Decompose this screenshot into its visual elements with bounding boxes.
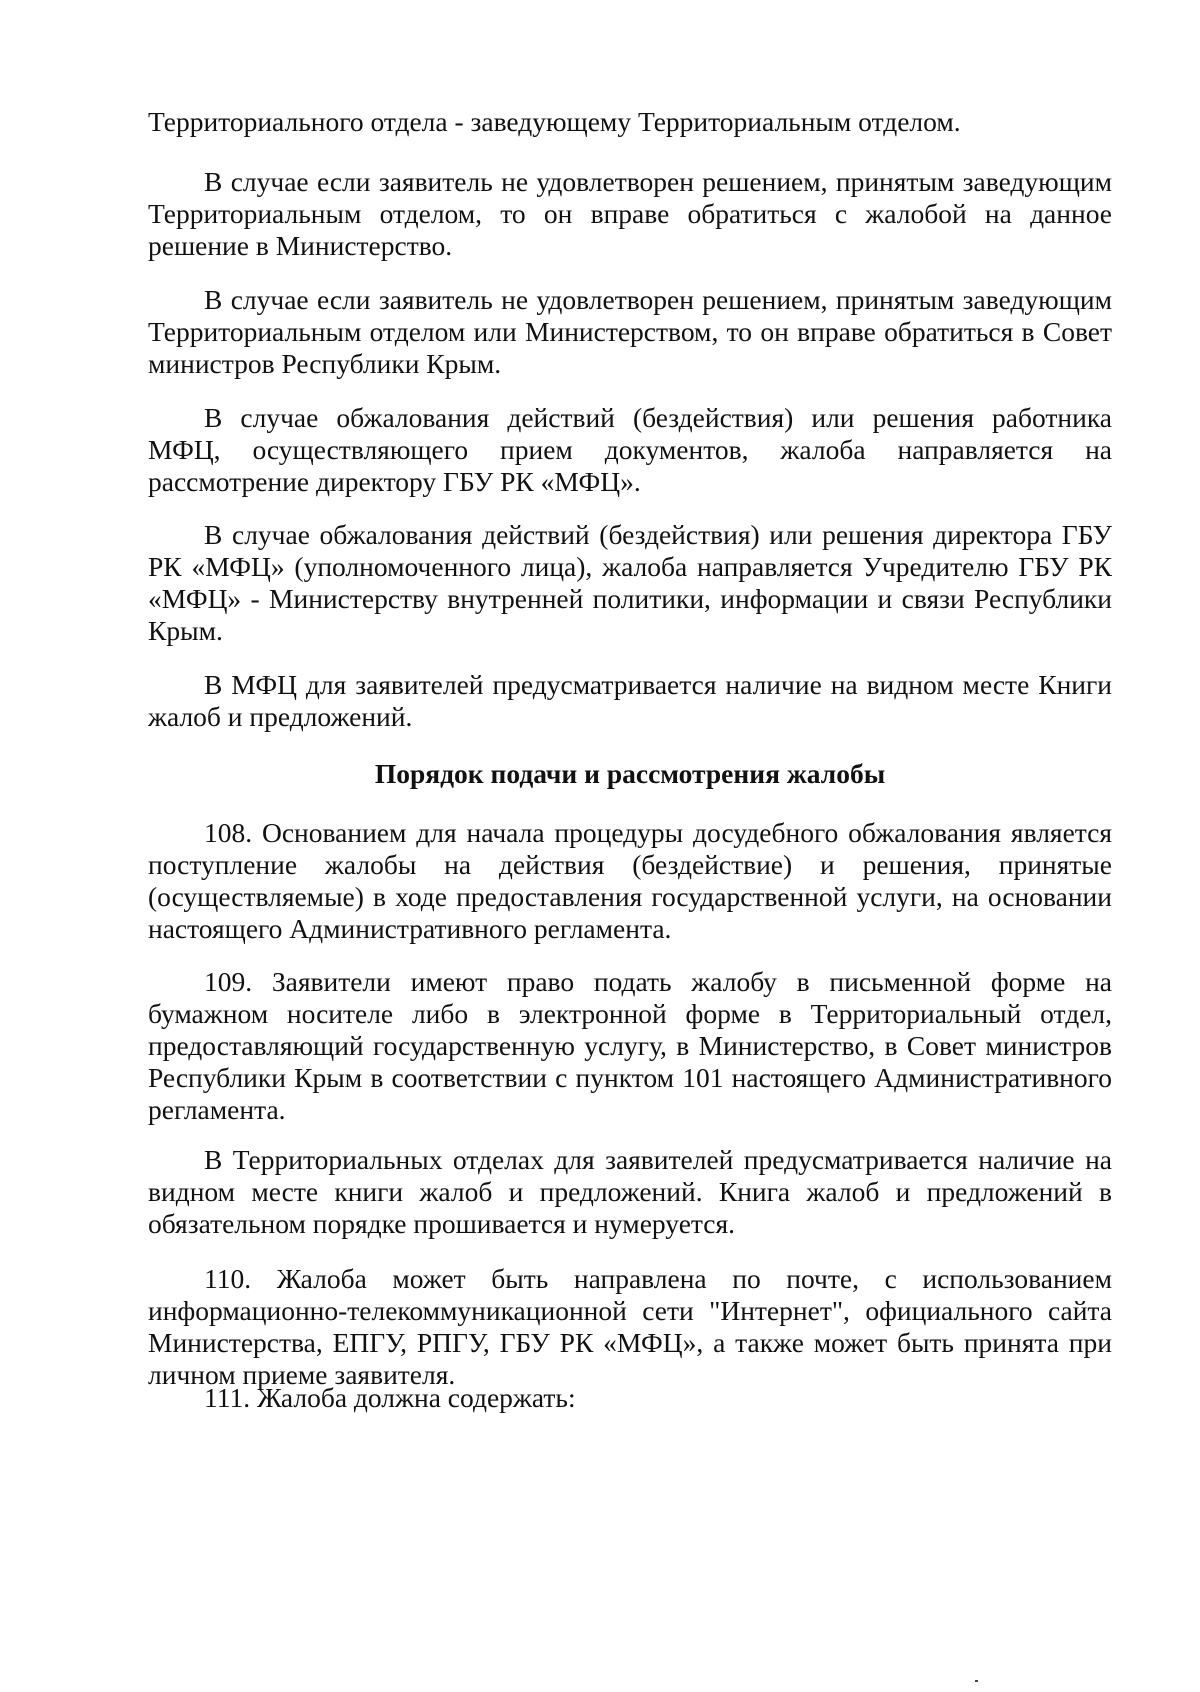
paragraph-108: 108. Основанием для начала процедуры досудебного обжалования является поступление жалобы на действия (бездействие) и решения, принятые (осуществляемые) в ходе предоставления государственной услуги, на основании настоящего Административного регламента. [148, 817, 1112, 944]
paragraph-111: 111. Жалоба должна содержать: [204, 1382, 576, 1413]
paragraph-109: 109. Заявители имеют право подать жалобу в письменной форме на бумажном носителе либо в электронной форме в Территориальный отдел, предоставляющий государственную услугу, в Министерство, в Совет министров Республики Крым в соответствии с пунктом 101 настоящего Административного регламента. [148, 966, 1112, 1125]
paragraph-complaint-book-territorial: В Территориальных отделах для заявителей предусматривается наличие на видном месте книги жалоб и предложений. Книга жалоб и предложений в обязательном порядке прошивается и нумеруется. [148, 1144, 1112, 1239]
paragraph-110: 110. Жалоба может быть направлена по почте, с использованием информационно-телекоммуникационной сети "Интернет", официального сайта Министерства, ЕПГУ, РПГУ, ГБУ РК «МФЦ», а также может быть принята при личном приеме заявителя. [148, 1263, 1112, 1390]
scan-speck [975, 1680, 978, 1682]
paragraph-complaint-book-mfc: В МФЦ для заявителей предусматривается наличие на видном месте Книги жалоб и предложений. [148, 669, 1112, 732]
paragraph-mfc-worker-appeal: В случае обжалования действий (бездействия) или решения работника МФЦ, осуществляющего прием документов, жалоба направляется на рассмотрение директору ГБУ РК «МФЦ». [148, 402, 1112, 497]
paragraph-mfc-director-appeal: В случае обжалования действий (бездействия) или решения директора ГБУ РК «МФЦ» (уполномоченного лица), жалоба направляется Учредителю ГБУ РК «МФЦ» - Министерству внутренней политики, информации и связи Республики Крым. [148, 519, 1112, 646]
paragraph-continuation: Территориального отдела - заведующему Территориальным отделом. [148, 106, 961, 137]
section-heading: Порядок подачи и рассмотрения жалобы [374, 758, 886, 789]
paragraph-appeal-to-ministry: В случае если заявитель не удовлетворен решением, принятым заведующим Территориальным отделом, то он вправе обратиться с жалобой на данное решение в Министерство. [148, 166, 1112, 261]
paragraph-appeal-to-council: В случае если заявитель не удовлетворен решением, принятым заведующим Территориальным отделом или Министерством, то он вправе обратиться в Совет министров Республики Крым. [148, 284, 1112, 379]
